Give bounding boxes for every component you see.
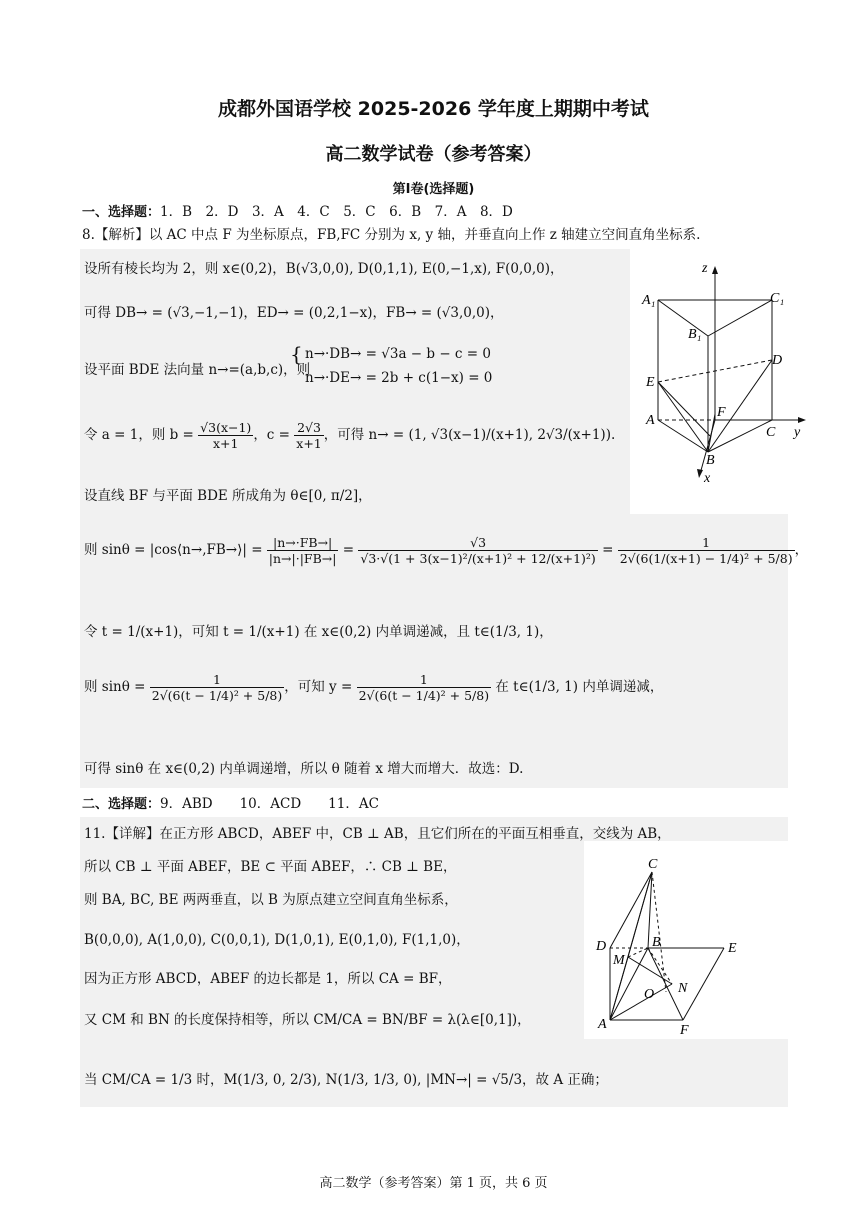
q8-line4-end: ，可得 n→ = (1, √3(x−1)/(x+1), 2√3/(x+1)). — [323, 427, 616, 443]
q8-line7: 令 t = 1/(x+1)，可知 t = 1/(x+1) 在 x∈(0,2) 内单调递减，且 t∈(1/3, 1)， — [84, 624, 553, 640]
numerator: √3(x−1) — [200, 420, 252, 435]
fig2-label: C — [648, 857, 658, 872]
fig1-label: B — [706, 453, 715, 468]
q11-line1: 11.【详解】在正方形 ABCD，ABEF 中，CB ⊥ AB，且它们所在的平面互相垂直，交线为 AB， — [84, 826, 671, 842]
q8-line5: 设直线 BF 与平面 BDE 所成角为 θ∈[0, π/2]， — [84, 488, 372, 504]
fig1-label: y — [794, 425, 801, 440]
fraction — [198, 420, 253, 451]
section1-row — [82, 200, 513, 220]
numerator: 1 — [618, 535, 795, 551]
q8-line4 — [84, 420, 615, 451]
section2-row — [82, 792, 379, 812]
numerator: |n→·FB→| — [267, 535, 339, 551]
fig2-label: B — [652, 935, 661, 950]
fig1-label: D — [772, 353, 783, 368]
fig1-label: C₁ — [770, 291, 785, 306]
q8-line4-start: 令 a = 1，则 b = — [84, 427, 194, 443]
numerator: √3 — [358, 535, 597, 551]
q8-line4-mid: ，c = — [253, 427, 290, 443]
part-title: 第Ⅰ卷(选择题) — [392, 182, 475, 197]
q11-line4: B(0,0,0), A(1,0,0), C(0,0,1), D(1,0,1), E(0,1,0), F(1,1,0)， — [84, 932, 470, 948]
denominator: 2√(6(1/(x+1) − 1/4)² + 5/8) — [619, 551, 793, 566]
q8-line8-end: 在 t∈(1/3, 1) 内单调递减， — [495, 679, 664, 695]
q8-line8-start: 则 sinθ = — [84, 679, 146, 695]
q11-line6: 又 CM 和 BN 的长度保持相等，所以 CM/CA = BN/BF = λ(λ∈[0,1])， — [84, 1012, 531, 1028]
brace: { — [290, 342, 303, 366]
q8-line8-mid: ，可知 y = — [284, 679, 353, 695]
section2-answers: 9．ABD 10．ACD 11．AC — [160, 796, 379, 812]
fig2-label: D — [596, 939, 607, 954]
q11-line3: 则 BA, BC, BE 两两垂直，以 B 为原点建立空间直角坐标系， — [84, 892, 458, 908]
denominator: x+1 — [212, 436, 239, 451]
q8-line2: 可得 DB→ = (√3,−1,−1)，ED→ = (0,2,1−x)，FB→ = (√3,0,0)， — [84, 305, 504, 321]
fig2-label: M — [613, 953, 625, 968]
section1-answers: 1．B 2．D 3．A 4．C 5．C 6．B 7．A 8．D — [160, 204, 513, 220]
exam-title: 成都外国语学校 2025-2026 学年度上期期中考试 — [218, 98, 649, 120]
q11-line7: 当 CM/CA = 1/3 时，M(1/3, 0, 2/3), N(1/3, 1/3, 0), |MN→| = √5/3，故 A 正确； — [84, 1072, 608, 1088]
numerator: 1 — [150, 672, 285, 688]
fraction — [150, 672, 285, 703]
q8-eq2: n→·DE→ = 2b + c(1−x) = 0 — [305, 370, 493, 386]
q8-line9: 可得 sinθ 在 x∈(0,2) 内单调递增，所以 θ 随着 x 增大而增大．故选：D. — [84, 761, 524, 777]
q11-line2: 所以 CB ⊥ 平面 ABEF，BE ⊂ 平面 ABEF，∴ CB ⊥ BE， — [84, 859, 457, 875]
fraction — [267, 535, 339, 566]
q8-line6: 则 sinθ = |cos⟨n→,FB→⟩| = $\frac{|n\to\cdot FB\to|}{|n\to|\cdot|FB\to|}$ = $\frac{√3}{\text{√3·√(1 + 3(x−1)²/(x+1)² + 12/(x+1)²)}}$ = $\frac{1}{\text{2√(6(1/(x+1) − 1/4)² + 5/8)}}$ ， — [84, 535, 809, 566]
numerator: 2√3 — [294, 420, 323, 436]
fraction — [618, 535, 795, 566]
fig1-label: x — [704, 471, 711, 486]
fig2-label: F — [680, 1023, 689, 1038]
denominator: x+1 — [296, 436, 322, 451]
fraction — [294, 420, 323, 451]
fig2-label: E — [728, 941, 737, 956]
page-footer: 高二数学（参考答案）第 1 页，共 6 页 — [319, 1176, 548, 1191]
fig1-label: E — [646, 375, 655, 390]
fig1-label: A — [646, 413, 655, 428]
q8-eq1: n→·DB→ = √3a − b − c = 0 — [305, 346, 491, 362]
denominator: √3·√(1 + 3(x−1)²/(x+1)² + 12/(x+1)²) — [360, 551, 596, 566]
numerator: 1 — [357, 672, 492, 688]
fig1-label: A₁ — [642, 293, 656, 308]
section1-heading: 一、选择题： — [82, 205, 161, 220]
q8-line6-start: 则 sinθ = |cos⟨n→,FB→⟩| = — [84, 542, 263, 558]
fig2-label: N — [678, 981, 688, 996]
q8-line8 — [84, 672, 663, 703]
fig1-label: z — [702, 261, 708, 276]
q8-line3 — [84, 358, 310, 378]
fig1-label: C — [766, 425, 776, 440]
denominator: |n→|·|FB→| — [268, 551, 337, 566]
denominator: 2√(6(t − 1/4)² + 5/8) — [358, 688, 490, 703]
fig1-label: F — [717, 405, 726, 420]
section2-heading: 二、选择题： — [82, 797, 161, 812]
q8-intro: 8.【解析】以 AC 中点 F 为坐标原点，FB,FC 分别为 x, y 轴，并垂直向上作 z 轴建立空间直角坐标系. — [82, 227, 701, 243]
fig2-label: A — [598, 1017, 607, 1032]
fraction — [357, 672, 492, 703]
q8-normal-vector-setup: 设平面 BDE 法向量 n→=(a,b,c)，则 — [84, 362, 311, 378]
q8-line1: 设所有棱长均为 2，则 x∈(0,2)，B(√3,0,0), D(0,1,1), E(0,−1,x), F(0,0,0)， — [84, 261, 564, 277]
prism-figure — [630, 252, 810, 492]
fraction — [358, 535, 597, 566]
squares-figure — [588, 852, 768, 1040]
q11-line5: 因为正方形 ABCD，ABEF 的边长都是 1，所以 CA = BF， — [84, 971, 452, 987]
denominator: 2√(6(t − 1/4)² + 5/8) — [151, 688, 283, 703]
fig1-label: B₁ — [688, 327, 702, 342]
answer-key-subtitle: 高二数学试卷（参考答案） — [325, 144, 542, 165]
fig2-label: O — [644, 987, 655, 1002]
